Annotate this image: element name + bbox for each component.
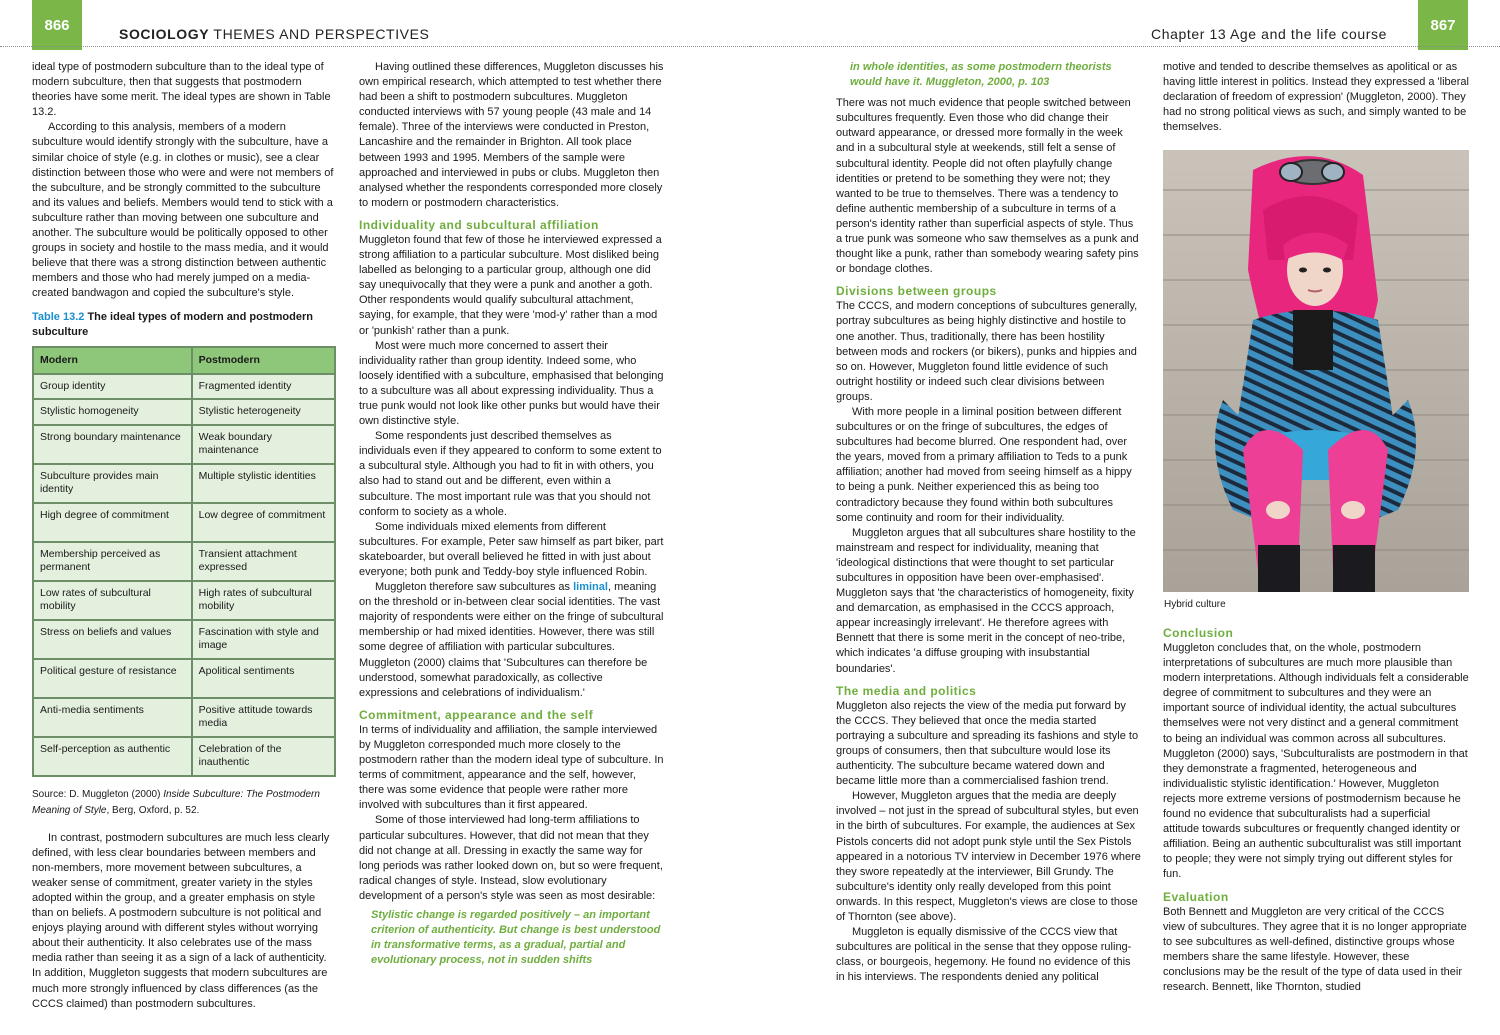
table-row: [33, 464, 335, 503]
table-row: [33, 399, 335, 425]
paragraph: Both Bennett and Muggleton are very critical of the CCCS view of subcultures. They agree that it is no longer appropriate to see subcultures as well-defined, distinctive groups whose members share the same lifestyle. However, these conclusions may be the result of the type of data used in their research. Bennett, like Thornton, studied: [1163, 905, 1467, 993]
left-column-2: [359, 60, 664, 1020]
paragraph: There was not much evidence that people switched between subcultures frequently. Even those who did change their outward appearance, or dressed more formally in the week and in a subcultural style at weekends, still felt a sense of subcultural identity. People did not often playfully change identities or pretend to be something they were not; they wanted to be true to themselves. There was a tendency to define authentic membership of a subculture in terms of a person's identity rather than superficial aspects of style. Thus a true punk was someone who saw themselves as a punk and thought like a punk, rather than somebody wearing safety pins or bondage clothes.: [836, 97, 1139, 276]
table-cell-modern: Low rates of subcultural mobility: [33, 581, 192, 620]
paragraph: Most were much more concerned to assert their individuality rather than group identity. Indeed some, who loosely identified with a subculture, emphasised that belonging to a subculture was all about expressing individuality. Thus a true punk would not look like other punks but would have their own distinctive style.: [359, 339, 664, 428]
table-header-cell: Modern: [33, 347, 192, 374]
table-row: [33, 620, 335, 659]
section-heading: Evaluation: [1163, 889, 1229, 904]
paragraph: In terms of individuality and affiliation, the sample interviewed by Muggleton corresponded much more closely to the postmodern rather than the modern ideal type of subculture. In terms of commitment, appearance and the self, however, there was some evidence that people were rather more involved with subcultures than it first appeared.: [359, 723, 664, 812]
section-heading: Divisions between groups: [836, 284, 997, 299]
paragraph: Having outlined these differences, Muggleton discusses his own empirical research, which attempted to test whether there had been a shift to postmodern subcultures. Muggleton conducted interviews with 57 young people (43 male and 14 female). Three of the interviews were conducted in Preston, Lancashire and the remainder in Brighton. All took place between 1993 and 1995. Members of the sample were approached and interviewed in pubs or clubs. Muggleton then analysed whether the respondents corresponded more closely to modern or postmodern characteristics.: [359, 61, 664, 209]
right-column-2-bottom: [1163, 619, 1469, 1019]
table-cell-modern: High degree of commitment: [33, 503, 192, 542]
table-cell-postmodern: Celebration of the inauthentic: [192, 737, 335, 776]
running-head-left: SOCIOLOGY THEMES AND PERSPECTIVES: [119, 26, 430, 42]
paragraph: With more people in a liminal position between different subcultures or on the fringe of subcultures, the edges of subcultures had become blurred. One respondent had, over the years, moved from a primary affiliation to Teds to a punk affiliation; another had moved from seeing himself as a hippy to being a punk. Neither experienced this as being too contradictory because they found within both subcultures some continuity and room for their individuality.: [836, 405, 1132, 524]
section-heading: Conclusion: [1163, 626, 1234, 640]
paragraph: Muggleton found that few of those he interviewed expressed a strong affiliation to a particular subculture. Most disliked being labelled as belonging to a particular group, although one did say unequivocally that they were a punk and another a goth. Other respondents would qualify subcultural attachment, saying, for example, that they were 'mod-y' rather than a mod or 'punkish' rather than a punk.: [359, 233, 662, 337]
table-cell-postmodern: Apolitical sentiments: [192, 659, 335, 698]
hybrid-culture-photo: [1163, 150, 1469, 592]
paragraph: In contrast, postmodern subcultures are much less clearly defined, with less clear boundaries between members and non-members, more movement between subcultures, a weaker sense of commitment, greater variety in the styles adopted within the group, and a greater emphasis on style than on beliefs. A postmodern subculture is not political and enjoys playing around with different styles without worrying about their authenticity. It also celebrates use of the mass media rather than seeing it as a sign of a lack of authenticity. In addition, Muggleton suggests that modern subcultures are much more strongly influenced by class differences (as the CCCS claimed) than postmodern subcultures.: [32, 831, 330, 1010]
section-heading: Commitment, appearance and the self: [359, 707, 594, 722]
paragraph: ideal type of postmodern subculture than to the ideal type of modern subculture, then that suggests that postmodern theories have some merit. The ideal types are shown in Table 13.2.: [32, 61, 331, 119]
header-rule-left: [0, 46, 750, 47]
table-cell-modern: Anti-media sentiments: [33, 698, 192, 737]
ideal-types-table: [32, 346, 336, 777]
right-column-2-top: [1163, 60, 1469, 150]
key-term-liminal: liminal: [573, 581, 608, 594]
right-column-1: [836, 60, 1142, 1020]
block-quote: Stylistic change is regarded positively – an important criterion of authenticity. But change is best understood in transformative terms, as a gradual, partial and evolutionary process, not in sudden shifts: [371, 908, 661, 967]
table-cell-postmodern: Transient attachment expressed: [192, 542, 335, 581]
paragraph: Some of those interviewed had long-term affiliations to particular subcultures. However, that did not mean that they did not change at all. Dressing in exactly the same way for long periods was rather looked down on, but so were frequent, radical changes of style. Instead, slow evolutionary development of a person's style was seen as most desirable:: [359, 814, 663, 902]
paragraph: Some respondents just described themselves as individuals even if they appeared to conform to some extent to a subcultural style. Although you had to fit in with others, you also had to stand out and be different, even within a subculture. The most important rule was that you should not conform to society as a whole.: [359, 430, 662, 518]
table-header-cell: Postmodern: [192, 347, 335, 374]
table-cell-postmodern: Weak boundary maintenance: [192, 425, 335, 464]
table-header-row: [33, 347, 335, 374]
table-cell-postmodern: Fragmented identity: [192, 374, 335, 400]
table-caption: Table 13.2 The ideal types of modern and postmodern subculture: [32, 310, 313, 338]
block-quote-end: in whole identities, as some postmodern theorists would have it. Muggleton, 2000, p. 103: [850, 61, 1112, 89]
paragraph: Some individuals mixed elements from different subcultures. For example, Peter saw himself as part biker, part skateboarder, but overall believed he fitted in with just about everyone; both punk and Teddy-boy style influenced Robin.: [359, 520, 664, 578]
table-row: [33, 542, 335, 581]
table-row: [33, 698, 335, 737]
paragraph: According to this analysis, members of a modern subculture would identify strongly with the subculture, have a similar choice of style (e.g. in clothes or music), see a clear distinction between those who were and were not members of the subculture, and be strongly committed to the subculture and its values and beliefs. Members would tend to stick with a subculture rather than moving between one subculture and another. The subculture would be politically opposed to other groups in society and hostile to the mass media, and it would believe that there was a strong distinction between authentic members and those who had merely jumped on a media-created bandwagon and copied the subculture's style.: [32, 121, 334, 300]
table-cell-modern: Self-perception as authentic: [33, 737, 192, 776]
header-rule-right: [750, 46, 1500, 47]
table-row: [33, 503, 335, 542]
page-number-right: 867: [1418, 0, 1468, 50]
table-cell-modern: Membership perceived as permanent: [33, 542, 192, 581]
table-cell-postmodern: Multiple stylistic identities: [192, 464, 335, 503]
table-cell-postmodern: Low degree of commitment: [192, 503, 335, 542]
table-source: Source: D. Muggleton (2000) Inside Subculture: The Postmodern Meaning of Style, Berg, Oxford, p. 52.: [32, 788, 320, 816]
paragraph: Muggleton is equally dismissive of the CCCS view that subcultures are political in the sense that they oppose ruling-class, or bourgeois, hegemony. He found no evidence of this in his interviews. The respondents denied any political: [836, 926, 1132, 984]
right-page: [750, 0, 1500, 1035]
table-cell-modern: Subculture provides main identity: [33, 464, 192, 503]
table-cell-modern: Strong boundary maintenance: [33, 425, 192, 464]
table-row: [33, 737, 335, 776]
table-cell-postmodern: Positive attitude towards media: [192, 698, 335, 737]
section-heading: Individuality and subcultural affiliation: [359, 217, 599, 232]
table-cell-modern: Stress on beliefs and values: [33, 620, 192, 659]
photo-caption: Hybrid culture: [1164, 599, 1226, 610]
table-cell-modern: Political gesture of resistance: [33, 659, 192, 698]
table-cell-modern: Stylistic homogeneity: [33, 399, 192, 425]
paragraph: Muggleton concludes that, on the whole, postmodern interpretations of subcultures are much more plausible than modern interpretations. Although individuals felt a considerable degree of commitment to subcultures and they were an important source of individual identity, the actual subcultures themselves were not very distinct and a general commitment to being an individual was common across all subcultures. Muggleton (2000) says, 'Subculturalists are postmodern in that they demonstrate a fragmented, heterogeneous and individualistic stylistic identification.' However, Muggleton rejects more extreme versions of postmodernism because he found no evidence that subculturalists had a superficial attitude towards subcultures or frequently changed identity or affiliation. Being an authentic subculturalist was still important to people; they were not simply trying out different styles for fun.: [1163, 642, 1469, 881]
section-heading: The media and politics: [836, 683, 977, 698]
page-number-left: 866: [32, 0, 82, 50]
running-head-right: Chapter 13 Age and the life course: [1151, 26, 1387, 42]
table-row: [33, 425, 335, 464]
table-row: [33, 581, 335, 620]
table-cell-modern: Group identity: [33, 374, 192, 400]
paragraph: Muggleton argues that all subcultures share hostility to the mainstream and respect for individuality, meaning that 'ideological distinctions that were thought to set particular subcultures in opposition have been over-emphasised'. Muggleton says that 'the characteristics of homogeneity, fixity and demarcation, as emphasised in the CCCS approach, appear increasingly irrelevant'. He therefore agrees with Bennett that there is some merit in the concept of neo-tribe, which indicates 'a diffuse grouping with insubstantial boundaries'.: [836, 526, 1136, 675]
paragraph: Muggleton also rejects the view of the media put forward by the CCCS. They believed that once the media started portraying a subculture and spreading its fashions and style to groups of consumers, then that subculture would lose its authenticity. The subculture became watered down and became little more than a commercialised fashion trend.: [836, 699, 1139, 788]
table-row: [33, 659, 335, 698]
table-cell-postmodern: High rates of subcultural mobility: [192, 581, 335, 620]
paragraph: The CCCS, and modern conceptions of subcultures generally, portray subcultures as being highly distinctive and hostile to one another. Thus, traditionally, there has been hostility between mods and rockers (or bikers), punks and hippies and so on. However, Muggleton found little evidence of such outright hostility or indeed such clear divisions between groups.: [836, 300, 1138, 403]
paragraph: Muggleton therefore saw subcultures as liminal, meaning on the threshold or in-between clear social identities. The vast majority of respondents were either on the fringe of subcultural membership or had mixed identities. However, there was still some degree of affiliation with particular subcultures. Muggleton (2000) claims that 'Subcultures can therefore be understood, somewhat paradoxically, as collective expressions and celebrations of individualism.': [359, 581, 664, 699]
left-column-1: [32, 60, 336, 1020]
paragraph: However, Muggleton argues that the media are deeply involved – not just in the spread of subcultural styles, but even in the birth of subcultures. For example, the audiences at Sex Pistols concerts did not adopt punk style until the Sex Pistols appeared in a notorious TV interview in December 1976 where they swore repeatedly at the interviewer, Bill Grundy. The subculture's identity only really developed from this point onwards. In this respect, Muggleton's views are close to those of Thornton (see above).: [836, 790, 1141, 923]
table-row: [33, 374, 335, 400]
table-cell-postmodern: Fascination with style and image: [192, 620, 335, 659]
table-cell-postmodern: Stylistic heterogeneity: [192, 399, 335, 425]
paragraph: motive and tended to describe themselves as apolitical or as having little interest in politics. Instead they expressed a 'liberal declaration of freedom of expression' (Muggleton, 2000). They had no strong political views as such, and simply wanted to be themselves.: [1163, 61, 1469, 134]
